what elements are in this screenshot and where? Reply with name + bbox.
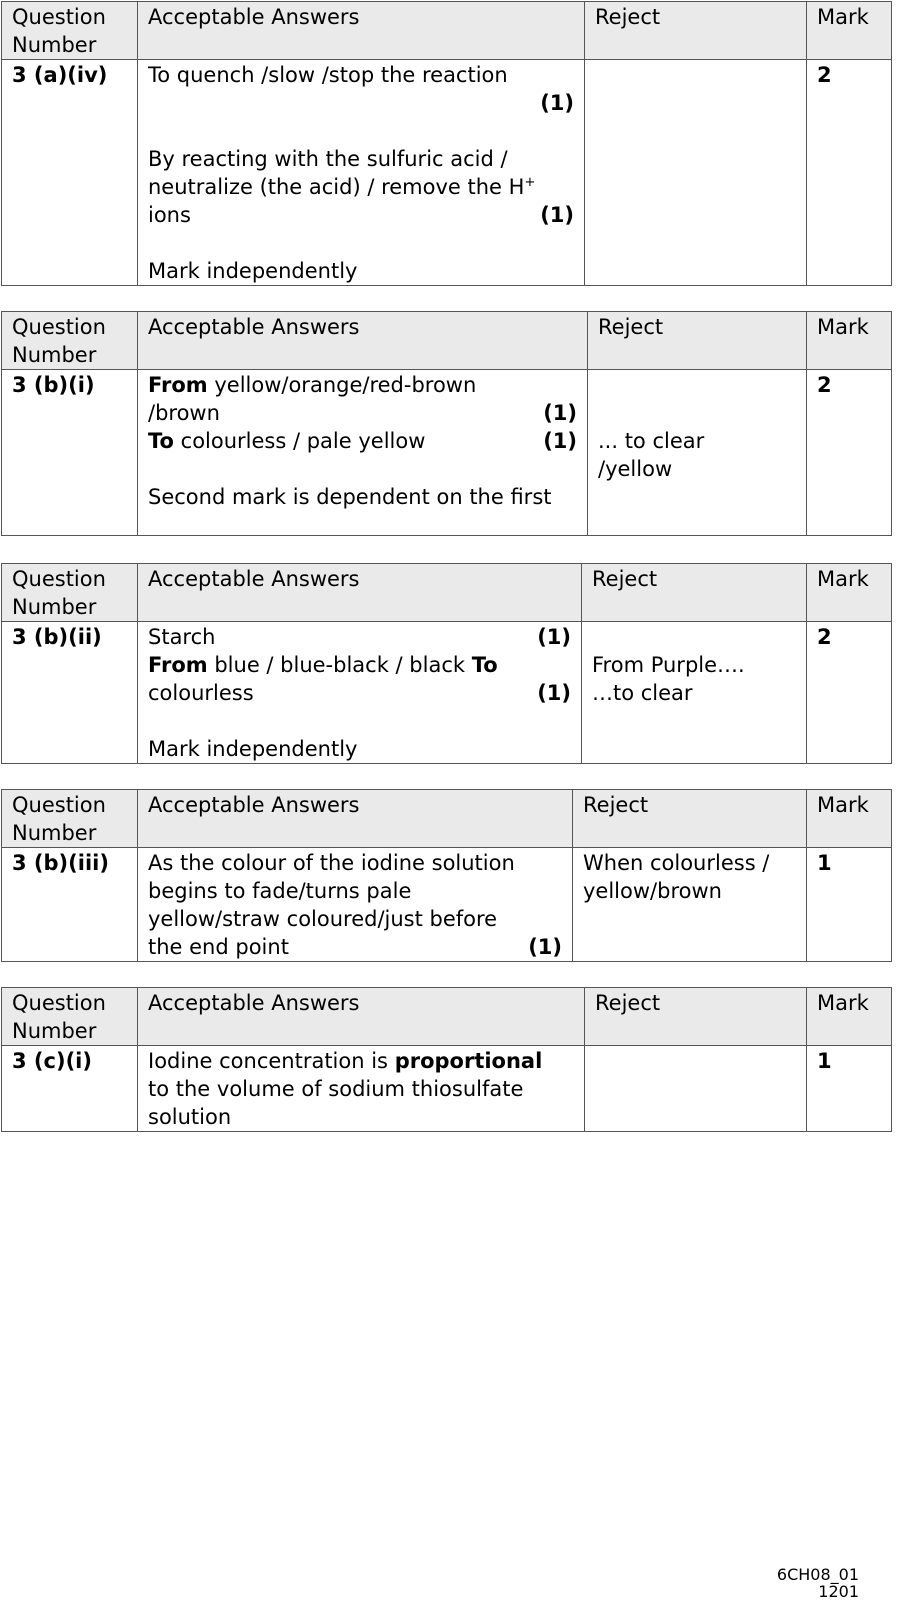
acceptable-answers-cell — [138, 848, 573, 962]
answer-text: blue / blue-black / black — [207, 653, 472, 677]
mark-value: 2 — [807, 60, 892, 286]
reject-cell — [585, 60, 807, 286]
answer-text: colourless — [148, 681, 254, 705]
superscript-plus: + — [524, 175, 536, 190]
header-acceptable-answers: Acceptable Answers — [138, 2, 585, 60]
table-row — [2, 370, 892, 536]
table-header-row — [2, 790, 892, 848]
mark-value: 2 — [807, 370, 892, 536]
header-reject: Reject — [585, 2, 807, 60]
marking-note: Second mark is dependent on the first — [148, 485, 552, 509]
answer-mark-line — [148, 89, 574, 117]
answer-line — [148, 371, 577, 399]
acceptable-answers-cell — [138, 60, 585, 286]
header-question-number: Question Number — [2, 312, 138, 370]
reject-cell — [582, 622, 807, 764]
header-reject: Reject — [582, 564, 807, 622]
answer-bold: proportional — [394, 1049, 543, 1073]
table-header-row — [2, 312, 892, 370]
question-number: 3 (b)(ii) — [2, 622, 138, 764]
table-row — [2, 60, 892, 286]
answer-mark: (1) — [540, 203, 574, 227]
question-number: 3 (b)(i) — [2, 370, 138, 536]
header-reject: Reject — [588, 312, 807, 370]
answer-mark: (1) — [543, 429, 577, 453]
header-mark: Mark — [807, 988, 892, 1046]
answer-text: yellow/orange/red-brown — [207, 373, 477, 397]
marking-note: Mark independently — [148, 259, 358, 283]
answer-line — [148, 399, 577, 427]
mark-scheme-table-3c-i — [1, 987, 892, 1132]
answer-line: To quench /slow /stop the reaction — [148, 63, 508, 87]
answer-bold: From — [148, 653, 208, 677]
answer-line — [148, 933, 562, 961]
header-acceptable-answers: Acceptable Answers — [138, 312, 588, 370]
reject-line: When colourless / — [583, 851, 770, 875]
answer-line — [148, 1047, 574, 1075]
answer-mark: (1) — [543, 401, 577, 425]
acceptable-answers-cell — [138, 1046, 585, 1132]
table-header-row — [2, 564, 892, 622]
acceptable-answers-cell — [138, 622, 582, 764]
mark-scheme-table-3a-iv — [1, 1, 892, 286]
table-row — [2, 622, 892, 764]
header-mark: Mark — [807, 312, 892, 370]
answer-bold: From — [148, 373, 208, 397]
question-number: 3 (a)(iv) — [2, 60, 138, 286]
header-reject: Reject — [573, 790, 807, 848]
answer-text: Starch — [148, 625, 216, 649]
reject-line: From Purple…. — [592, 653, 745, 677]
reject-line: …to clear — [592, 681, 693, 705]
answer-line: By reacting with the sulfuric acid / — [148, 147, 508, 171]
answer-mark: (1) — [537, 625, 571, 649]
header-mark: Mark — [807, 790, 892, 848]
mark-scheme-table-3b-iii — [1, 789, 892, 962]
answer-bold: To — [471, 653, 498, 677]
mark-value: 1 — [807, 848, 892, 962]
mark-scheme-table-3b-ii — [1, 563, 892, 764]
answer-line — [148, 201, 574, 229]
answer-line — [148, 679, 571, 707]
page-footer — [777, 1566, 859, 1600]
answer-mark: (1) — [528, 935, 562, 959]
table-row — [2, 848, 892, 962]
acceptable-answers-cell — [138, 370, 588, 536]
answer-text: colourless / pale yellow — [173, 429, 426, 453]
header-mark: Mark — [807, 564, 892, 622]
answer-text: Iodine concentration is — [148, 1049, 395, 1073]
mark-value: 1 — [807, 1046, 892, 1132]
paper-code: 6CH08_01 — [776, 1565, 859, 1584]
answer-mark: (1) — [537, 681, 571, 705]
answer-line — [148, 427, 577, 455]
reject-cell — [585, 1046, 807, 1132]
table-header-row — [2, 2, 892, 60]
answer-line — [148, 623, 571, 651]
answer-line — [148, 651, 571, 679]
answer-line: begins to fade/turns pale — [148, 879, 412, 903]
reject-cell — [573, 848, 807, 962]
table-row — [2, 1046, 892, 1132]
answer-bold: To — [148, 429, 174, 453]
answer-line: to the volume of sodium thiosulfate — [148, 1077, 524, 1101]
header-mark: Mark — [807, 2, 892, 60]
reject-line: yellow/brown — [583, 879, 722, 903]
answer-text: the end point — [148, 935, 289, 959]
header-reject: Reject — [585, 988, 807, 1046]
header-question-number: Question Number — [2, 988, 138, 1046]
exam-session: 1201 — [818, 1582, 859, 1601]
question-number: 3 (b)(iii) — [2, 848, 138, 962]
answer-text: /brown — [148, 401, 220, 425]
answer-line — [148, 173, 574, 201]
answer-text: neutralize (the acid) / remove the H — [148, 175, 525, 199]
header-acceptable-answers: Acceptable Answers — [138, 790, 573, 848]
header-acceptable-answers: Acceptable Answers — [138, 988, 585, 1046]
mark-scheme-table-3b-i — [1, 311, 892, 536]
header-question-number: Question Number — [2, 2, 138, 60]
answer-line: solution — [148, 1105, 232, 1129]
answer-line: yellow/straw coloured/just before — [148, 907, 498, 931]
marking-note: Mark independently — [148, 737, 358, 761]
header-question-number: Question Number — [2, 564, 138, 622]
reject-cell — [588, 370, 807, 536]
reject-line: /yellow — [598, 457, 673, 481]
reject-line: ... to clear — [598, 429, 705, 453]
question-number: 3 (c)(i) — [2, 1046, 138, 1132]
mark-value: 2 — [807, 622, 892, 764]
header-acceptable-answers: Acceptable Answers — [138, 564, 582, 622]
header-question-number: Question Number — [2, 790, 138, 848]
answer-text: ions — [148, 203, 191, 227]
table-header-row — [2, 988, 892, 1046]
answer-mark: (1) — [540, 91, 574, 115]
answer-line: As the colour of the iodine solution — [148, 851, 515, 875]
